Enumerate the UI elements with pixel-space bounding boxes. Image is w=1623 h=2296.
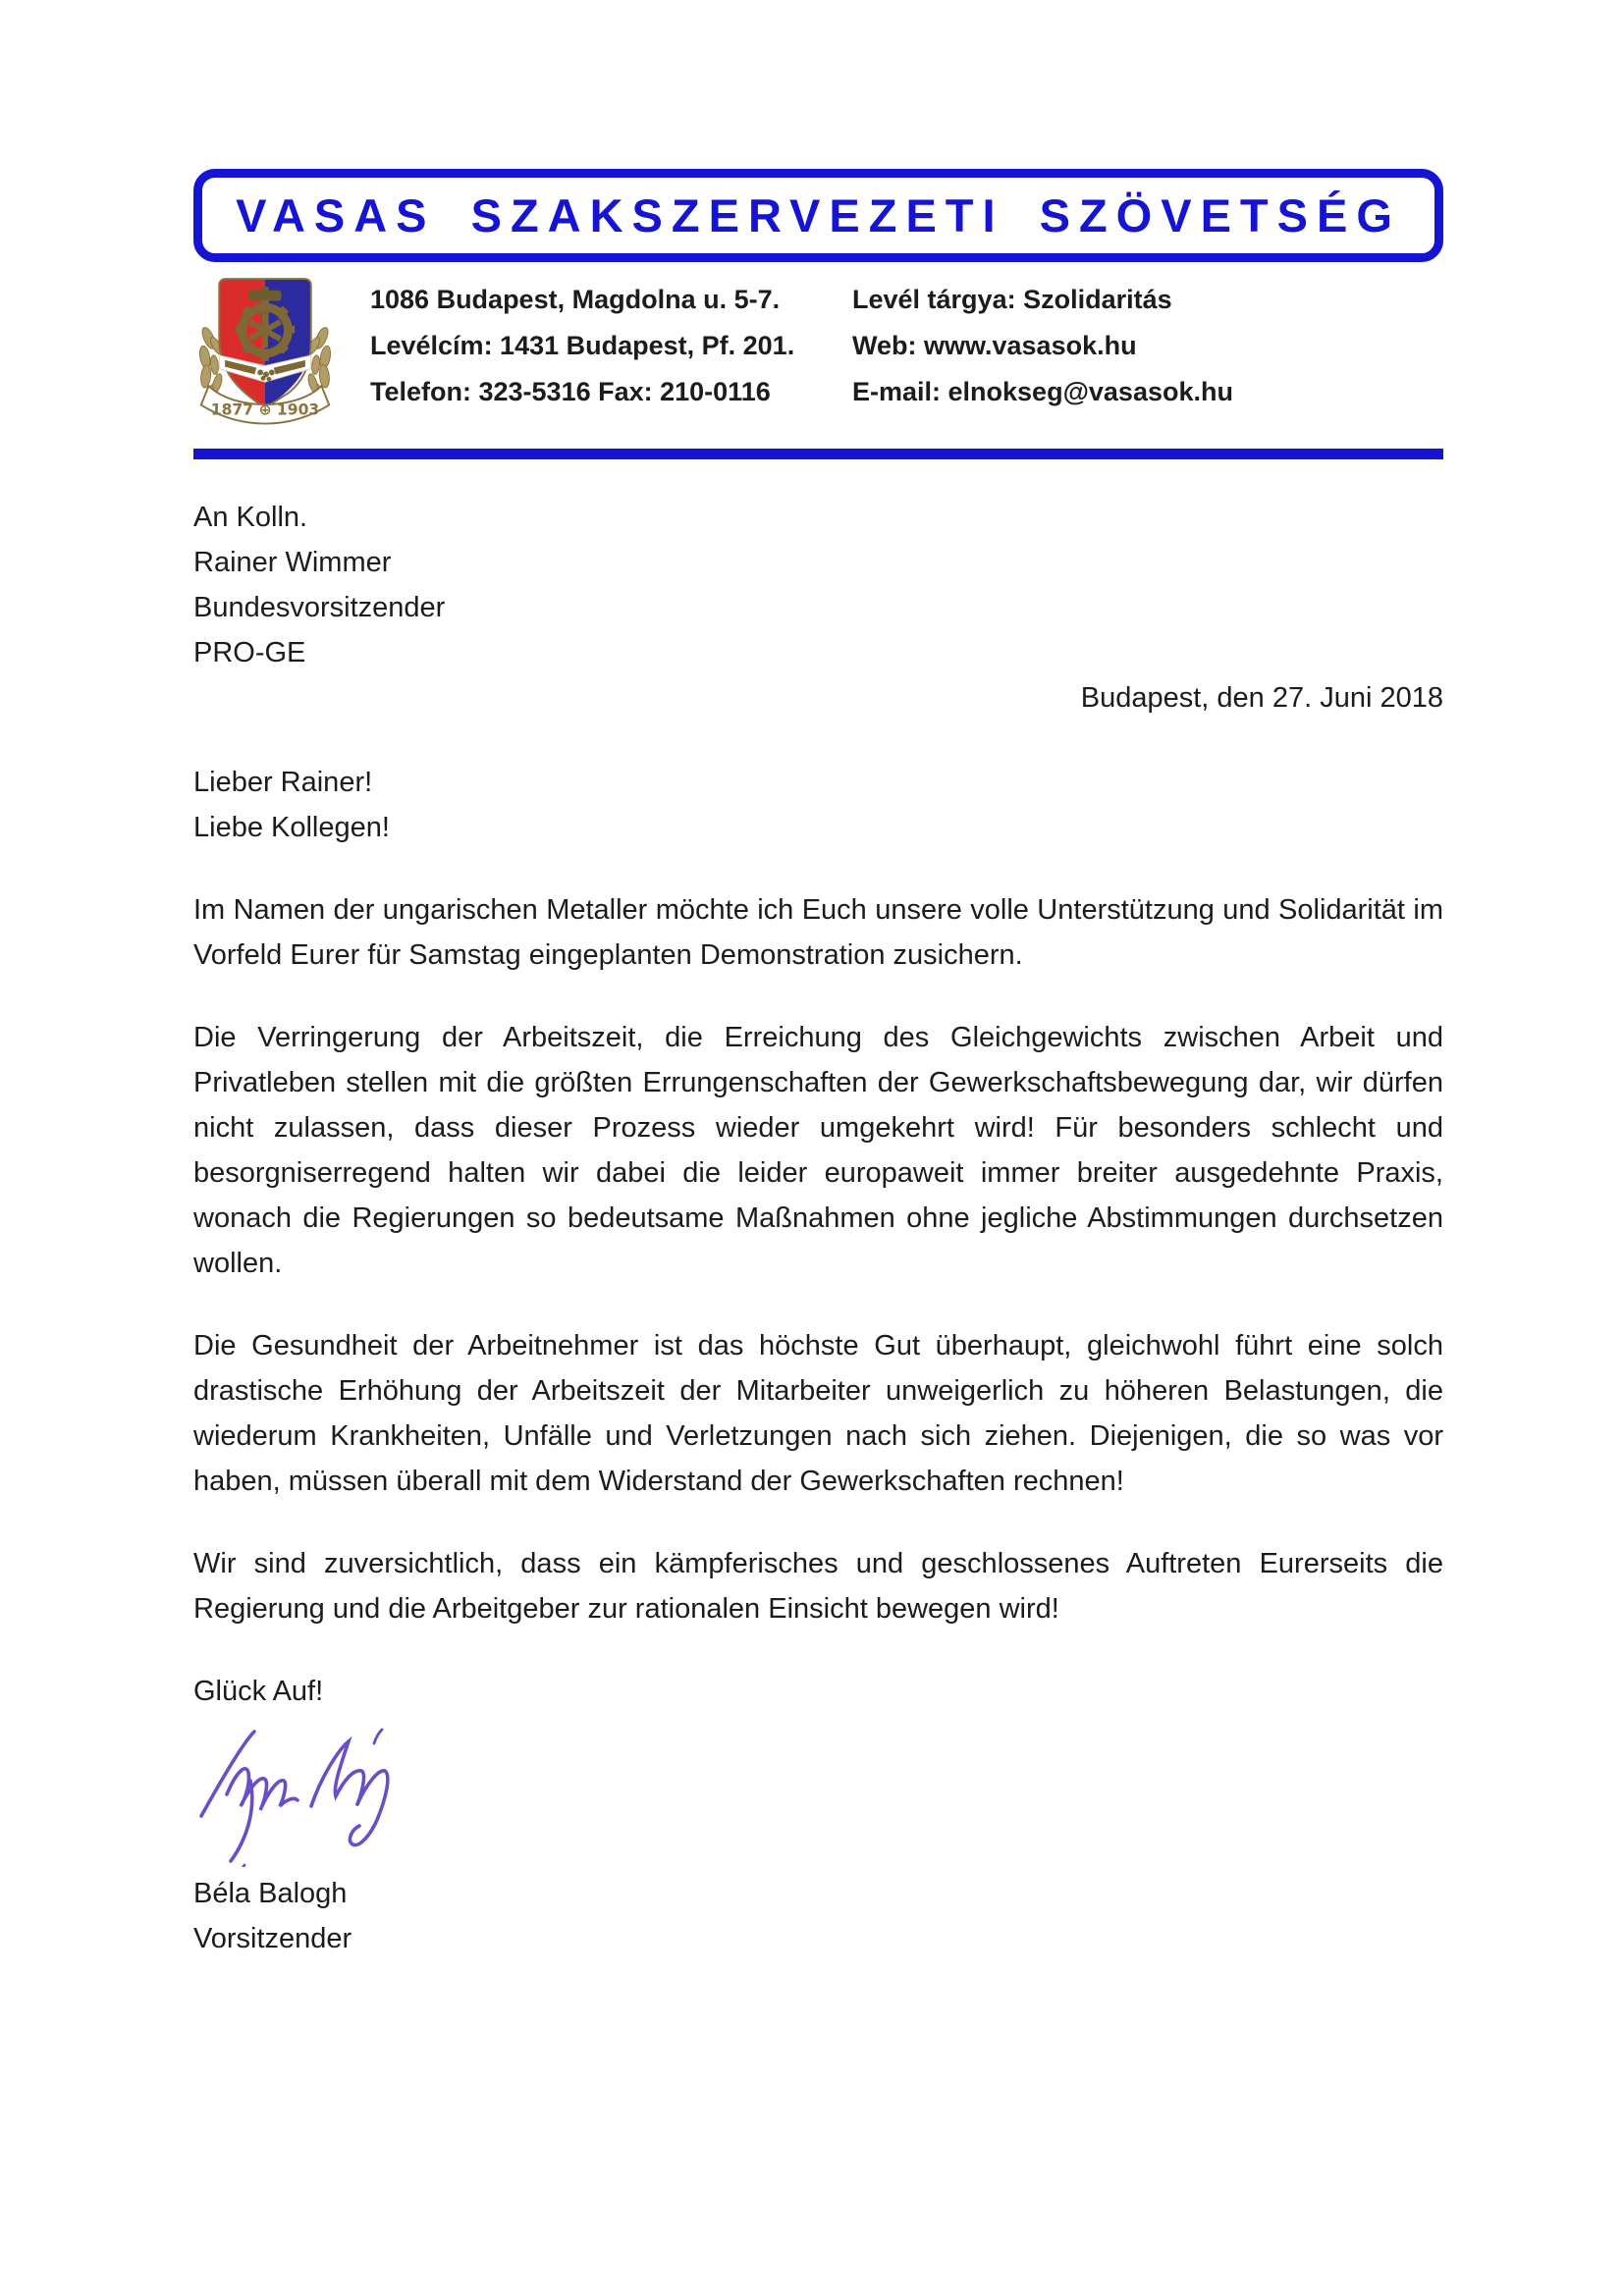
signature-ink-icon — [193, 1720, 439, 1867]
recipient-block — [193, 495, 1443, 675]
phone-fax-line: Telefon: 323-5316 Fax: 210-0116 — [370, 377, 771, 406]
paragraph: Im Namen der ungarischen Metaller möchte ich Euch unsere volle Unterstützung und Solidarität im Vorfeld Eurer für Samstag eingeplanten Demonstration zusichern. — [193, 894, 1443, 971]
contact-column-right — [852, 271, 1233, 415]
header-divider — [193, 449, 1443, 459]
salutation-line: Liebe Kollegen! — [193, 812, 390, 843]
salutation-line: Lieber Rainer! — [193, 767, 373, 798]
closing-line: Glück Auf! — [193, 1676, 324, 1707]
recipient-line: An Kolln. — [193, 502, 308, 533]
letter-body — [193, 495, 1443, 1961]
dateline: Budapest, den 27. Juni 2018 — [1080, 682, 1443, 714]
salutation-block — [193, 760, 1443, 850]
paragraph: Die Gesundheit der Arbeitnehmer ist das höchste Gut überhaupt, gleichwohl führt eine solch drastische Erhöhung der Arbeitszeit der Mitarbeiter unweigerlich zu höheren Belastungen, die wiederum Krankheiten, Unfälle und Verletzungen nach sich ziehen. Diejenigen, die so was vor haben, müssen überall mit dem Widerstand der Gewerkschaften rechnen! — [193, 1330, 1443, 1497]
paragraph: Wir sind zuversichtlich, dass ein kämpferisches und geschlossenes Auftreten Eurerseits die Regierung und die Arbeitgeber zur rationalen Einsicht bewegen wird! — [193, 1548, 1443, 1625]
letterhead-info — [193, 271, 1443, 436]
union-emblem-icon — [193, 271, 337, 436]
handwritten-signature — [193, 1720, 439, 1867]
address-line: 1086 Budapest, Magdolna u. 5-7. — [370, 285, 781, 314]
recipient-title: Bundesvorsitzender — [193, 592, 446, 623]
logo-years: 1877 ⊕ 1903 — [210, 400, 320, 419]
mailing-address-line: Levélcím: 1431 Budapest, Pf. 201. — [370, 331, 795, 360]
signer-name: Béla Balogh — [193, 1878, 348, 1909]
recipient-name: Rainer Wimmer — [193, 547, 392, 578]
contact-column-left — [370, 271, 852, 415]
paragraph: Die Verringerung der Arbeitszeit, die Erreichung des Gleichgewichts zwischen Arbeit und Privatleben stellen mit die größten Errungenschaften der Gewerkschaftsbewegung dar, wir dürfen nicht zulassen, dass dieser Prozess wieder umgekehrt wird! Für besonders schlecht und besorgniserregend halten wir dabei die leider europaweit immer breiter ausgedehnte Praxis, wonach die Regierungen so bedeutsame Maßnahmen ohne jegliche Abstimmungen durchsetzen wollen. — [193, 1022, 1443, 1279]
email-line: E-mail: elnokseg@vasasok.hu — [852, 377, 1233, 406]
org-name: VASAS SZAKSZERVEZETI SZÖVETSÉG — [236, 189, 1401, 241]
org-name-banner — [193, 169, 1443, 262]
website-line: Web: www.vasasok.hu — [852, 331, 1137, 360]
signer-title: Vorsitzender — [193, 1923, 352, 1954]
recipient-org: PRO-GE — [193, 637, 306, 668]
subject-line: Levél tárgya: Szolidaritás — [852, 285, 1172, 314]
union-emblem-logo — [193, 271, 337, 436]
